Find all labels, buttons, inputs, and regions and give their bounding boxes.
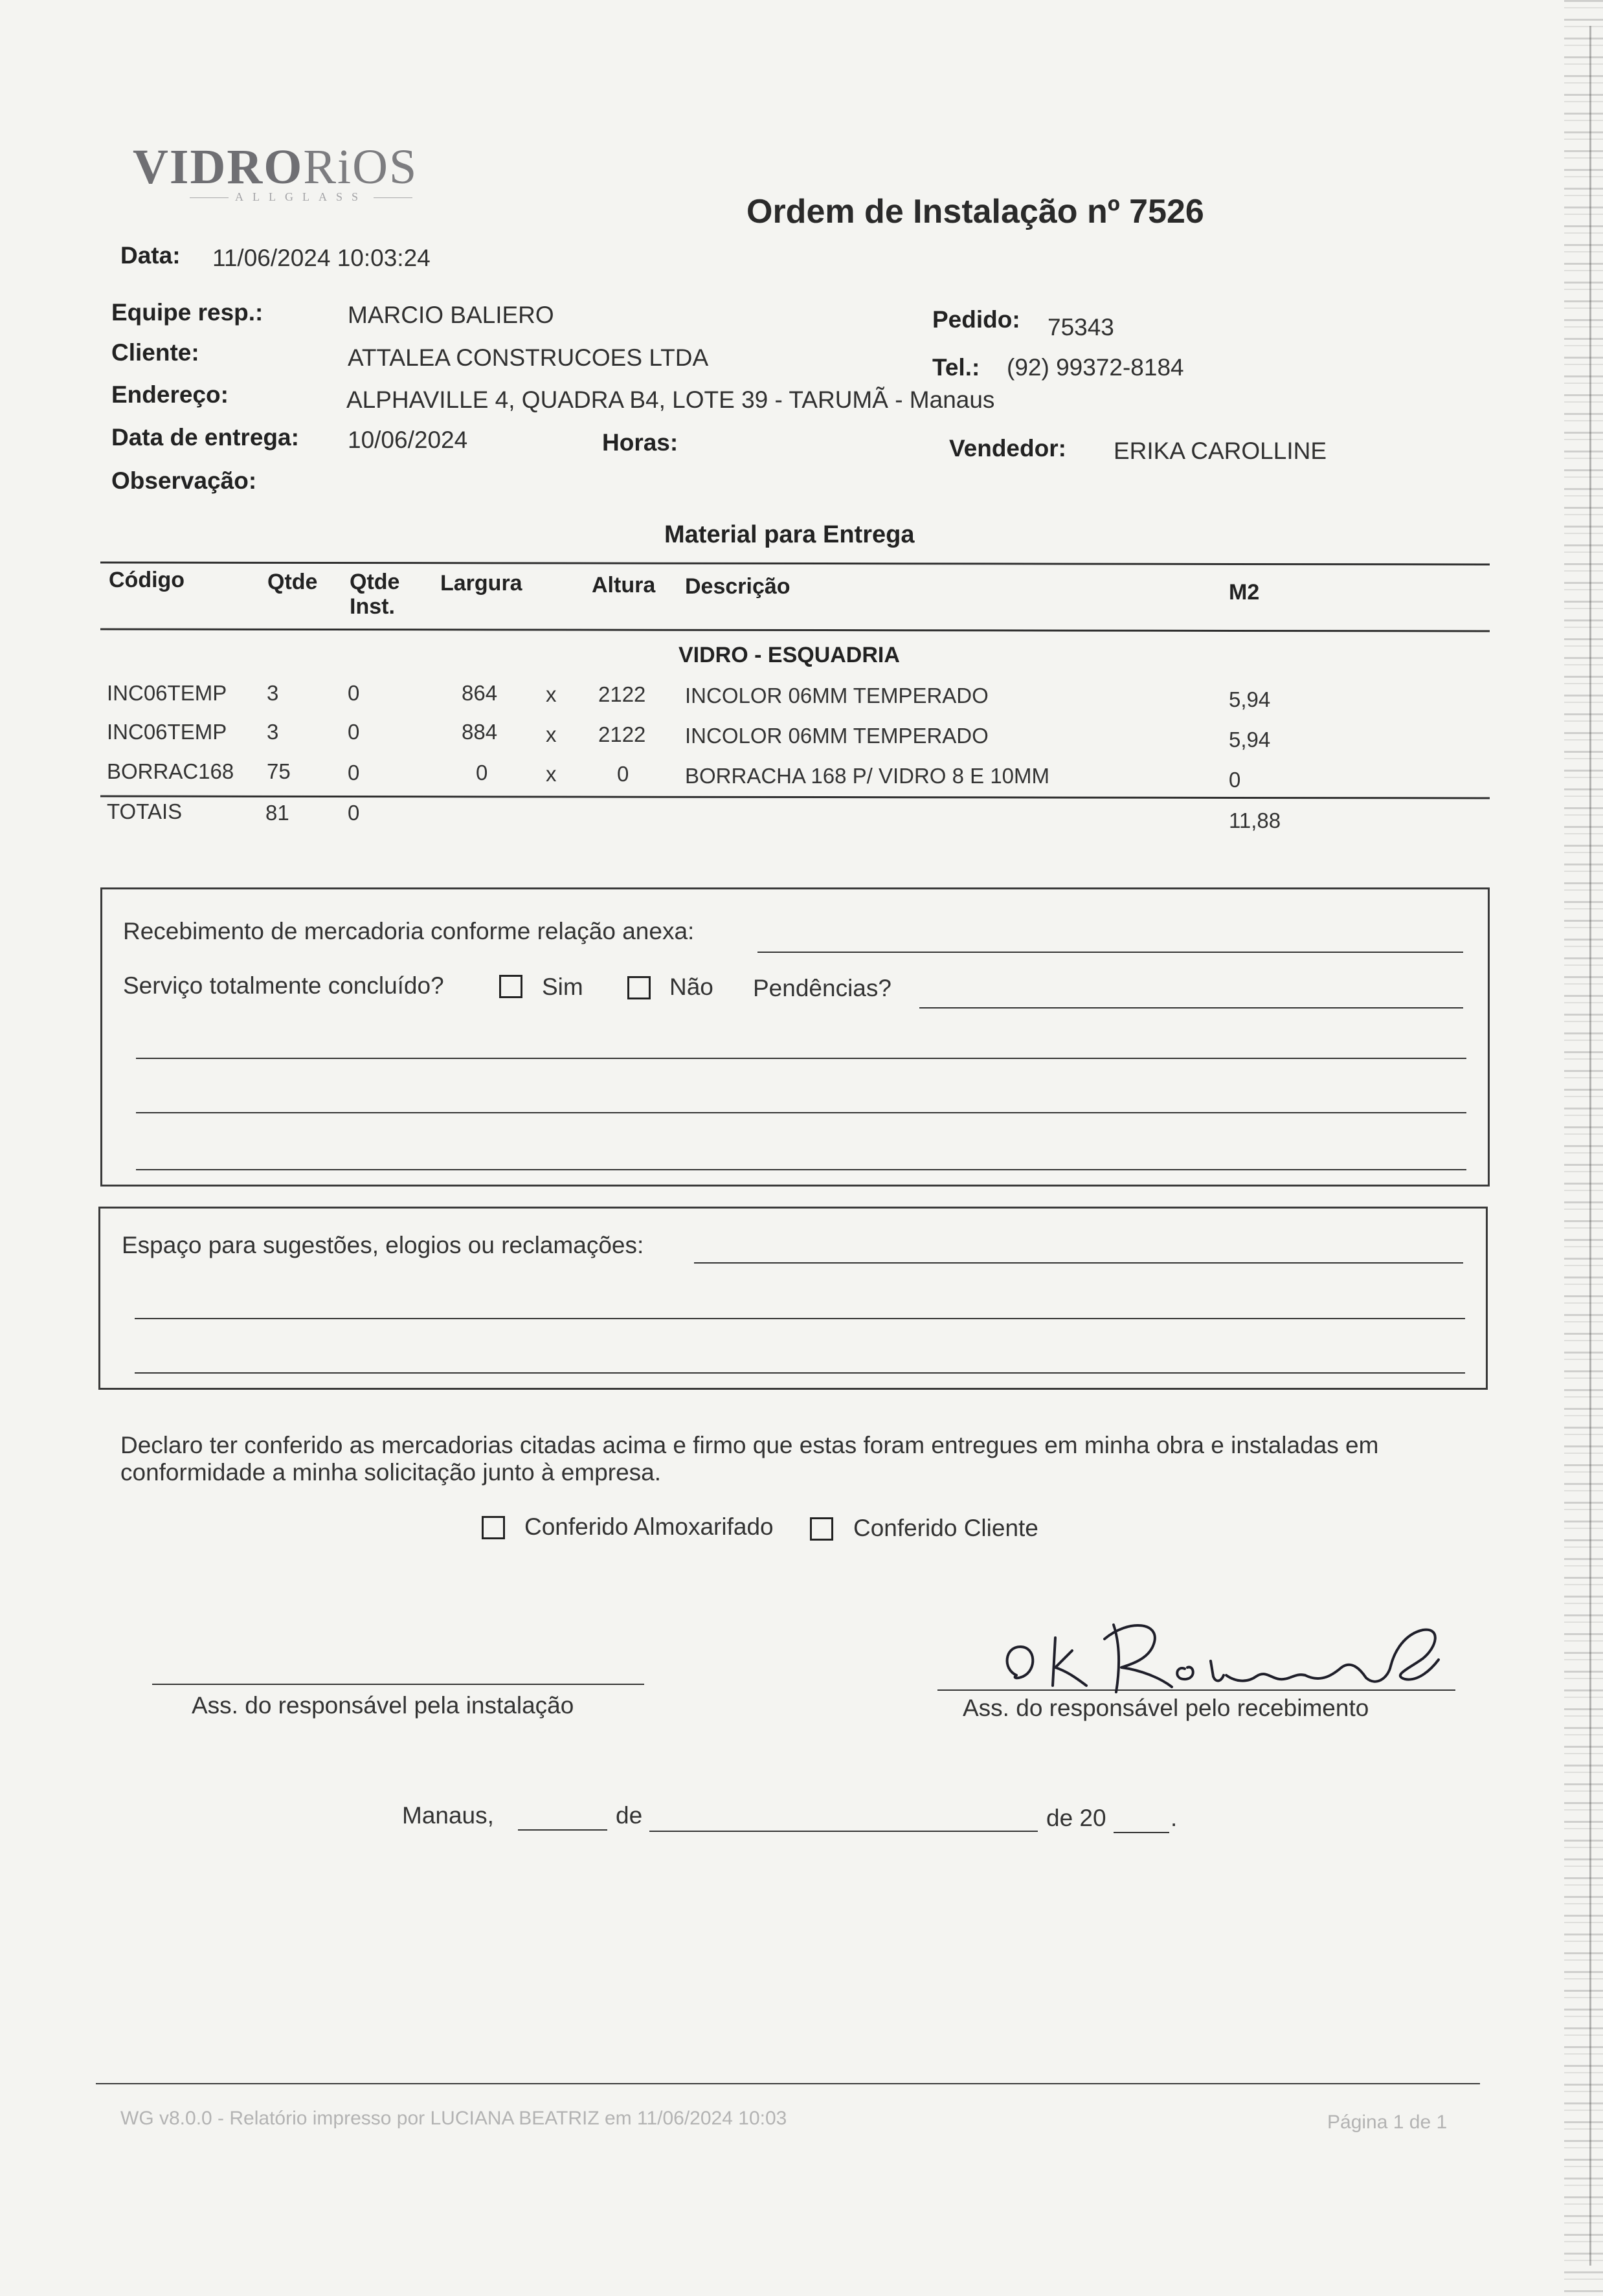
table-totals-rule (100, 796, 1490, 799)
logo-wordmark: VIDRORiOS (133, 140, 418, 194)
row-x: x (546, 762, 557, 786)
conferido-cliente-checkbox[interactable] (810, 1517, 833, 1541)
row-altura: 2122 (598, 682, 646, 706)
totals-label: TOTAIS (107, 799, 183, 823)
city-label: Manaus, (402, 1802, 494, 1829)
col-header-qtde-inst-2: Inst. (350, 594, 395, 619)
pedido-label: Pedido: (932, 306, 1020, 333)
cliente-label: Cliente: (111, 339, 199, 366)
receipt-line-blank[interactable] (757, 952, 1463, 953)
data-entrega-value: 10/06/2024 (348, 427, 468, 453)
row-codigo: INC06TEMP (107, 720, 227, 744)
data-entrega-label: Data de entrega: (111, 424, 299, 451)
row-largura: 864 (462, 681, 498, 705)
totals-qtde: 81 (265, 801, 289, 825)
row-qtde: 3 (267, 681, 279, 705)
col-header-qtde-inst: Qtde (350, 570, 400, 594)
horas-label: Horas: (602, 429, 678, 456)
row-x: x (546, 682, 557, 706)
row-largura: 0 (476, 761, 488, 785)
pendencias-line-3[interactable] (136, 1169, 1466, 1170)
month-blank[interactable] (649, 1831, 1038, 1832)
row-inst: 0 (348, 720, 360, 744)
installer-signature-line[interactable] (152, 1684, 644, 1685)
scan-edge-noise (1564, 0, 1603, 2296)
row-largura: 884 (462, 720, 498, 744)
row-m2: 0 (1229, 768, 1241, 792)
conferido-cliente-label: Conferido Cliente (853, 1515, 1038, 1541)
row-descricao: BORRACHA 168 P/ VIDRO 8 E 10MM (685, 764, 1050, 788)
receiver-signature-caption: Ass. do responsável pelo recebimento (963, 1695, 1369, 1721)
table-top-rule (100, 562, 1490, 566)
footer-rule (96, 2083, 1480, 2084)
col-header-codigo: Código (109, 568, 185, 592)
tel-value: (92) 99372-8184 (1007, 354, 1184, 381)
endereco-label: Endereço: (111, 381, 229, 408)
pendencias-blank[interactable] (919, 1007, 1463, 1009)
row-x: x (546, 722, 557, 746)
sim-checkbox[interactable] (499, 975, 522, 998)
year-blank[interactable] (1114, 1832, 1169, 1833)
row-inst: 0 (348, 761, 360, 785)
row-qtde: 75 (267, 759, 291, 783)
footer-page-number: Página 1 de 1 (1327, 2112, 1448, 2133)
pedido-value: 75343 (1048, 314, 1114, 340)
col-header-largura: Largura (440, 571, 522, 596)
row-qtde: 3 (267, 720, 279, 744)
pendencias-label: Pendências? (753, 975, 891, 1001)
day-blank[interactable] (518, 1829, 607, 1831)
pendencias-line-1[interactable] (136, 1058, 1466, 1059)
de-20-label: de 20 (1046, 1805, 1106, 1831)
row-m2: 5,94 (1229, 728, 1271, 752)
date-label: Data: (120, 242, 181, 269)
totals-inst: 0 (348, 801, 360, 825)
suggestions-line-2[interactable] (135, 1372, 1465, 1374)
receiver-handwritten-signature (991, 1605, 1470, 1709)
date-period: . (1171, 1805, 1178, 1831)
suggestions-label: Espaço para sugestões, elogios ou reclamações: (122, 1232, 644, 1258)
row-codigo: BORRAC168 (107, 759, 234, 783)
suggestions-line-1[interactable] (135, 1318, 1465, 1319)
col-header-m2: M2 (1229, 580, 1260, 605)
row-codigo: INC06TEMP (107, 681, 227, 705)
conferido-almoxarifado-checkbox[interactable] (482, 1516, 505, 1539)
row-descricao: INCOLOR 06MM TEMPERADO (685, 684, 989, 708)
vendedor-value: ERIKA CAROLLINE (1114, 438, 1327, 464)
tel-label: Tel.: (932, 354, 980, 381)
cliente-value: ATTALEA CONSTRUCOES LTDA (348, 344, 709, 371)
de-label-1: de (616, 1802, 643, 1829)
row-altura: 0 (617, 762, 629, 786)
servico-concluido-label: Serviço totalmente concluído? (123, 972, 444, 999)
row-inst: 0 (348, 681, 360, 705)
observacao-label: Observação: (111, 467, 257, 494)
logo-tagline: ALLGLASS (183, 190, 419, 204)
row-m2: 5,94 (1229, 687, 1271, 711)
declaration-text: Declaro ter conferido as mercadorias citadas acima e firmo que estas foram entregues em minha obra e instaladas em conformidade a minha solicitação junto à empresa. (120, 1432, 1379, 1486)
vendedor-label: Vendedor: (949, 435, 1066, 462)
footer-print-info: WG v8.0.0 - Relatório impresso por LUCIANA BEATRIZ em 11/06/2024 10:03 (120, 2108, 787, 2129)
table-header-rule (100, 629, 1490, 632)
receipt-line-label: Recebimento de mercadoria conforme relação anexa: (123, 918, 695, 944)
document-title: Ordem de Instalação nº 7526 (746, 193, 1204, 230)
date-value: 11/06/2024 10:03:24 (212, 245, 431, 271)
suggestions-blank[interactable] (694, 1262, 1463, 1264)
nao-label: Não (669, 974, 713, 1000)
totals-m2: 11,88 (1229, 808, 1281, 832)
col-header-qtde: Qtde (267, 570, 318, 594)
nao-checkbox[interactable] (627, 976, 651, 999)
installer-signature-caption: Ass. do responsável pela instalação (192, 1692, 574, 1719)
pendencias-line-2[interactable] (136, 1112, 1466, 1113)
scan-edge-line (1589, 26, 1591, 2266)
col-header-altura: Altura (592, 573, 656, 597)
sim-label: Sim (542, 974, 583, 1000)
company-logo (133, 139, 419, 204)
col-header-descricao: Descrição (685, 574, 790, 599)
row-altura: 2122 (598, 722, 646, 746)
material-section-title: Material para Entrega (664, 521, 915, 548)
group-title: VIDRO - ESQUADRIA (678, 643, 900, 667)
conferido-almoxarifado-label: Conferido Almoxarifado (524, 1513, 774, 1540)
endereco-value: ALPHAVILLE 4, QUADRA B4, LOTE 39 - TARUMÃ - Manaus (346, 386, 995, 413)
equipe-label: Equipe resp.: (111, 299, 263, 326)
row-descricao: INCOLOR 06MM TEMPERADO (685, 724, 989, 748)
equipe-value: MARCIO BALIERO (348, 302, 554, 328)
